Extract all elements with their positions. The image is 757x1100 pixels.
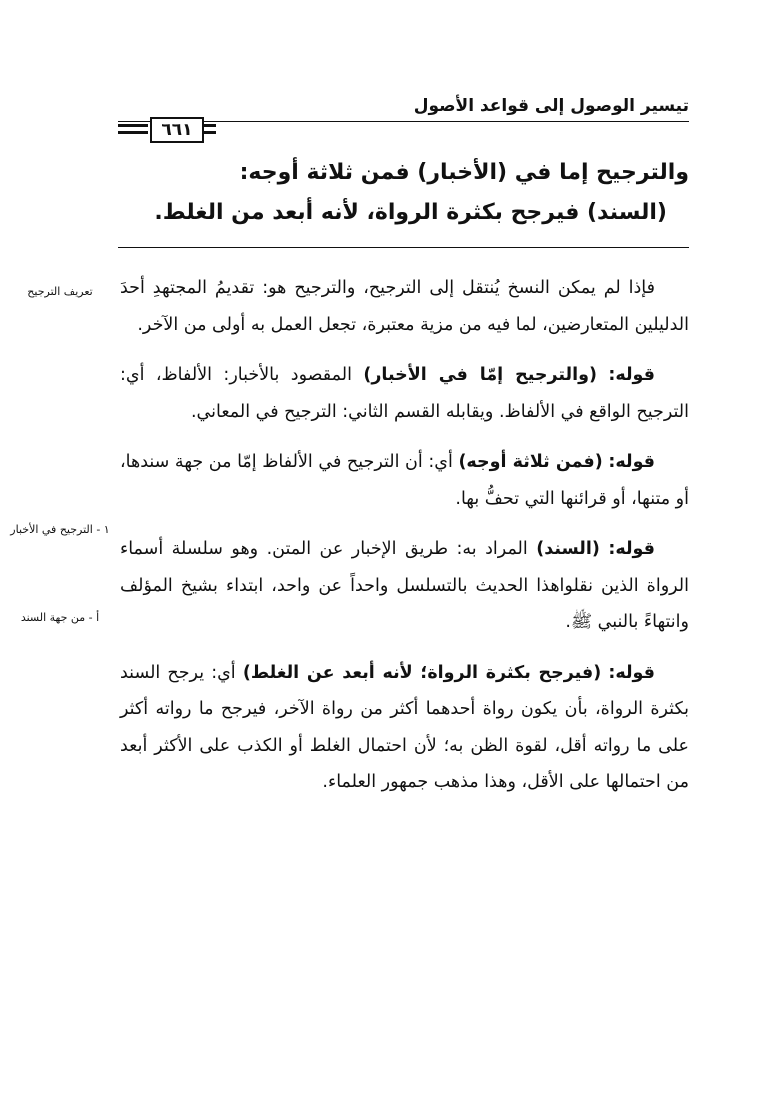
quote-lead: قوله:	[608, 365, 655, 385]
matn-divider	[118, 247, 689, 248]
matn-line-2: (السند) فيرجح بكثرة الرواة، لأنه أبعد من الغلط.	[154, 200, 667, 225]
page-number: ٦٦١	[150, 117, 204, 143]
quoted-matn: (السند)	[536, 539, 600, 559]
quote-lead: قوله:	[608, 452, 656, 472]
paragraph-sanad	[120, 531, 689, 641]
paragraph-narrators	[120, 655, 689, 801]
explanation: أي: يرجح السند بكثرة الرواة، بأن يكون رواة أحدهما أكثر من رواة الآخر، فيرجح ما رواته أكثر على ما رواته أقل، لقوة الظن به؛ لأن احتمال الغلط أو الكذب على الأكثر أبعد من احتمالها على الأقل، وهذا مذهب جمهور العلماء.	[120, 662, 689, 792]
quote-lead: قوله:	[608, 662, 655, 683]
quoted-matn: (والترجيح إمّا في الأخبار)	[363, 365, 597, 385]
header-ornament-bar	[118, 124, 148, 127]
explanation: المقصود بالأخبار: الألفاظ، أي: الترجيح الواقع في الألفاظ. ويقابله القسم الثاني: الترجيح في المعاني.	[120, 365, 689, 422]
margin-note-sanad: أ - من جهة السند	[20, 611, 100, 624]
quoted-matn: (فيرجح بكثرة الرواة؛ لأنه أبعد عن الغلط)	[242, 662, 602, 683]
quote-lead: قوله:	[608, 539, 655, 559]
header-ornament-bar	[202, 124, 216, 127]
margin-note-tarjih-akhbar: ١ - الترجيح في الأخبار	[10, 523, 110, 536]
matn-line-1: والترجيح إما في (الأخبار) فمن ثلاثة أوجه:	[239, 160, 689, 185]
explanation: أي: أن الترجيح في الألفاظ إمّا من جهة سندها، أو متنها، أو قرائنها التي تحفُّ بها.	[120, 452, 689, 509]
running-title: تيسير الوصول إلى قواعد الأصول	[413, 96, 689, 116]
commentary	[120, 270, 689, 815]
header-ornament-bar	[118, 131, 148, 134]
matn-verse	[118, 153, 689, 233]
paragraph-three-aspects	[120, 444, 689, 517]
margin-note-definition: تعريف الترجيح	[27, 285, 93, 298]
quoted-matn: (فمن ثلاثة أوجه)	[458, 452, 603, 472]
explanation: المراد به: طريق الإخبار عن المتن. وهو سلسلة أسماء الرواة الذين نقلواهذا الحديث بالتسلسل واحداً عن واحد، ابتداء بشيخ المؤلف وانتهاءً بالنبي ﷺ.	[120, 539, 689, 632]
paragraph-definition: فإذا لم يمكن النسخ يُنتقل إلى الترجيح، والترجيح هو: تقديمُ المجتهدِ أحدَ الدليلين المتعارضين، لما فيه من مزية معتبرة، تجعل العمل به أولى من الآخر.	[120, 278, 689, 335]
header-ornament-bar	[202, 131, 216, 134]
paragraph-akhbar	[120, 357, 689, 430]
